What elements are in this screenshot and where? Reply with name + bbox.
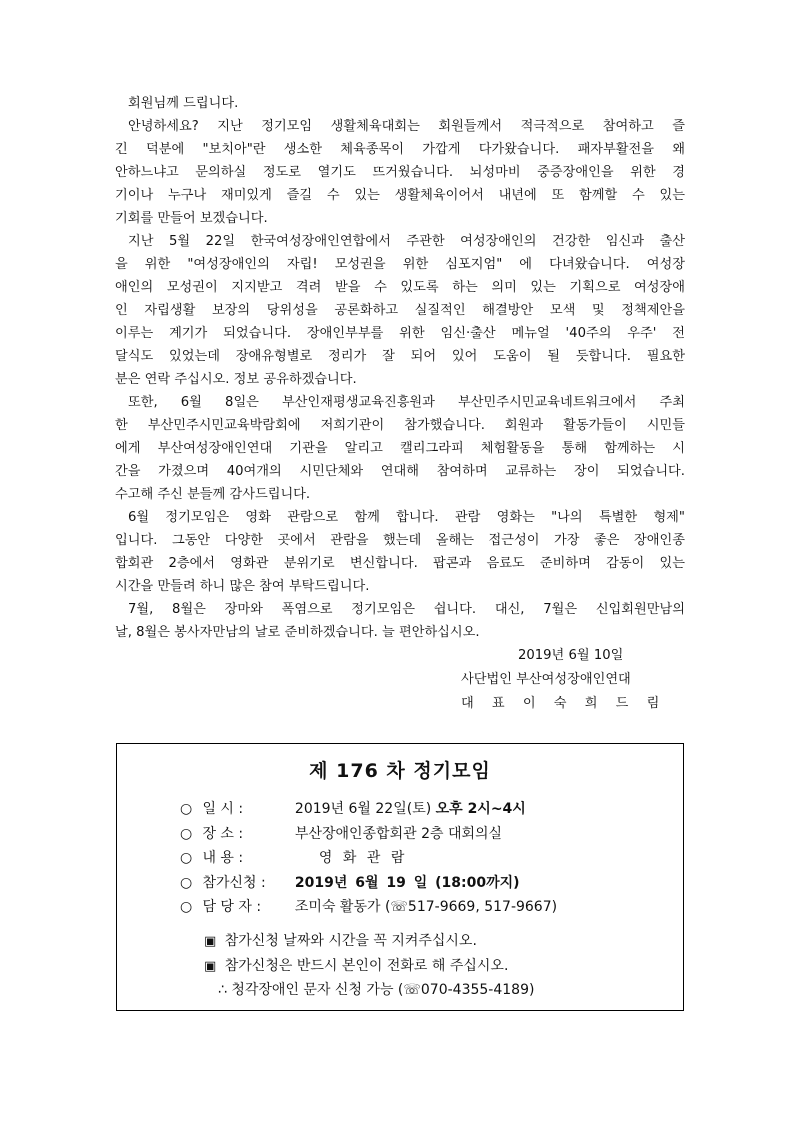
notice-item-registration — [180, 871, 557, 896]
paragraph-line: 애인의 모성권이 지지받고 격려 받을 수 있도록 하는 의미 있는 기획으로 여성장애 — [115, 280, 685, 295]
paragraph-line: 날, 8월은 봉사자만남의 날로 준비하겠습니다. 늘 편안하십시오. — [115, 625, 480, 640]
paragraph-line: 또한, 6월 8일은 부산인재평생교육진흥원과 부산민주시민교육네트워크에서 주최 — [128, 395, 685, 410]
paragraph-line: 수고해 주신 분들께 감사드립니다. — [115, 487, 311, 502]
paragraph-line: 6월 정기모임은 영화 관람으로 함께 합니다. 관람 영화는 "나의 특별한 형제" — [128, 510, 685, 525]
paragraph-line: 입니다. 그동안 다양한 곳에서 관람을 했는데 올해는 접근성이 가장 좋은 장애인종 — [115, 533, 685, 548]
square-bullet-icon: ▣ — [204, 934, 217, 949]
paragraph-line: 이루는 계기가 되었습니다. 장애인부부를 위한 임신·출산 메뉴얼 '40주의 우주' 전 — [115, 326, 685, 341]
paragraph-line: 달식도 있었는데 장애유형별로 정리가 잘 되어 있어 도움이 될 듯합니다. 필요한 — [115, 349, 685, 364]
paragraph-line: 지난 5월 22일 한국여성장애인연합에서 주관한 여성장애인의 건강한 임신과 출산 — [128, 234, 685, 249]
square-bullet-icon: ▣ — [204, 958, 217, 974]
item-label: 내 용 : — [202, 850, 244, 866]
greeting: 회원님께 드립니다. — [128, 96, 239, 111]
note-text: 참가신청 날짜와 시간을 꼭 지켜주십시오. — [224, 933, 477, 949]
letter-body — [115, 92, 685, 716]
paragraph-line: 시간을 만들려 하니 많은 참여 부탁드립니다. — [115, 579, 370, 594]
note-item — [204, 954, 534, 979]
item-value: 2019년 6월 22일(토) — [294, 801, 436, 817]
circle-bullet-icon: ○ — [180, 850, 193, 866]
paragraph-line: 에게 부산여성장애인연대 기관을 알리고 캘리그라피 체험활동을 통해 함께하는 시 — [115, 441, 685, 456]
circle-bullet-icon: ○ — [180, 874, 193, 891]
note-text: 참가신청은 반드시 본인이 전화로 해 주십시오. — [224, 957, 509, 974]
paragraph-line: 분은 연락 주십시오. 정보 공유하겠습니다. — [115, 372, 357, 387]
paragraph-line: 7월, 8월은 장마와 폭염으로 정기모임은 쉽니다. 대신, 7월은 신입회원만남의 — [128, 602, 685, 617]
paragraph-line: 안하느냐고 문의하실 정도로 열기도 뜨거웠습니다. 뇌성마비 중증장애인을 위한 경 — [115, 165, 685, 180]
organization-name: 사단법인 부산여성장애인연대 — [461, 672, 631, 687]
notice-items — [180, 797, 557, 920]
item-label: 참가신청 : — [202, 874, 266, 891]
notice-item-contact — [180, 895, 557, 920]
paragraph-line: 안녕하세요? 지난 정기모임 생활체육대회는 회원들께서 적극적으로 참여하고 즐 — [128, 119, 685, 134]
paragraph-line: 한 부산민주시민교육박람회에 저희기관이 참가했습니다. 회원과 활동가들이 시민들 — [115, 418, 685, 433]
paragraph-line: 긴 덕분에 "보치아"란 생소한 체육종목이 가깝게 다가왔습니다. 패자부활전을 왜 — [115, 142, 685, 157]
paragraph-line: 기이나 누구나 재미있게 즐길 수 있는 생활체육이어서 내년에 또 함께할 수 있는 — [115, 188, 685, 203]
notice-item-place — [180, 822, 557, 847]
item-value-bold: 오후 2시~4시 — [435, 801, 526, 817]
notice-item-content — [180, 846, 557, 871]
letter-date: 2019년 6월 10일 — [518, 648, 624, 663]
paragraph-line: 을 위한 "여성장애인의 자립! 모성권을 위한 심포지엄" 에 다녀왔습니다. 여성장 — [115, 257, 685, 272]
item-label: 일 시 : — [202, 801, 244, 817]
paragraph-line: 기회를 만들어 보겠습니다. — [115, 211, 268, 226]
item-label: 장 소 : — [202, 825, 244, 842]
notice-item-date — [180, 797, 557, 822]
paragraph-line: 인 자립생활 보장의 당위성을 공론화하고 실질적인 해결방안 모색 및 정책제안을 — [115, 303, 685, 318]
item-value-bold: 2019년 6월 19 일 (18:00까지) — [294, 874, 520, 891]
circle-bullet-icon: ○ — [180, 825, 193, 842]
item-label: 담 당 자 : — [202, 899, 262, 915]
item-value: 부산장애인종합회관 2층 대회의실 — [294, 825, 503, 842]
item-value: 조미숙 활동가 (☏517-9669, 517-9667) — [294, 899, 558, 915]
item-value: 영 화 관 람 — [318, 850, 405, 866]
circle-bullet-icon: ○ — [180, 801, 193, 817]
notice-notes — [204, 929, 534, 1003]
signature: 대 표 이 숙 희 드 림 — [461, 696, 660, 711]
paragraph-line: 합회관 2층에서 영화관 분위기로 변신합니다. 팝콘과 음료도 준비하며 감동이 있는 — [115, 556, 685, 571]
meeting-notice-box — [116, 743, 684, 1011]
note-item — [204, 929, 534, 954]
notice-title: 제 176 차 정기모임 — [309, 760, 491, 782]
paragraph-line: 간을 가졌으며 40여개의 시민단체와 연대해 참여하며 교류하는 장이 되었습니다. — [115, 464, 685, 479]
footnote: ∴ 청각장애인 문자 신청 가능 (☏070-4355-4189) — [218, 982, 535, 998]
circle-bullet-icon: ○ — [180, 899, 193, 915]
